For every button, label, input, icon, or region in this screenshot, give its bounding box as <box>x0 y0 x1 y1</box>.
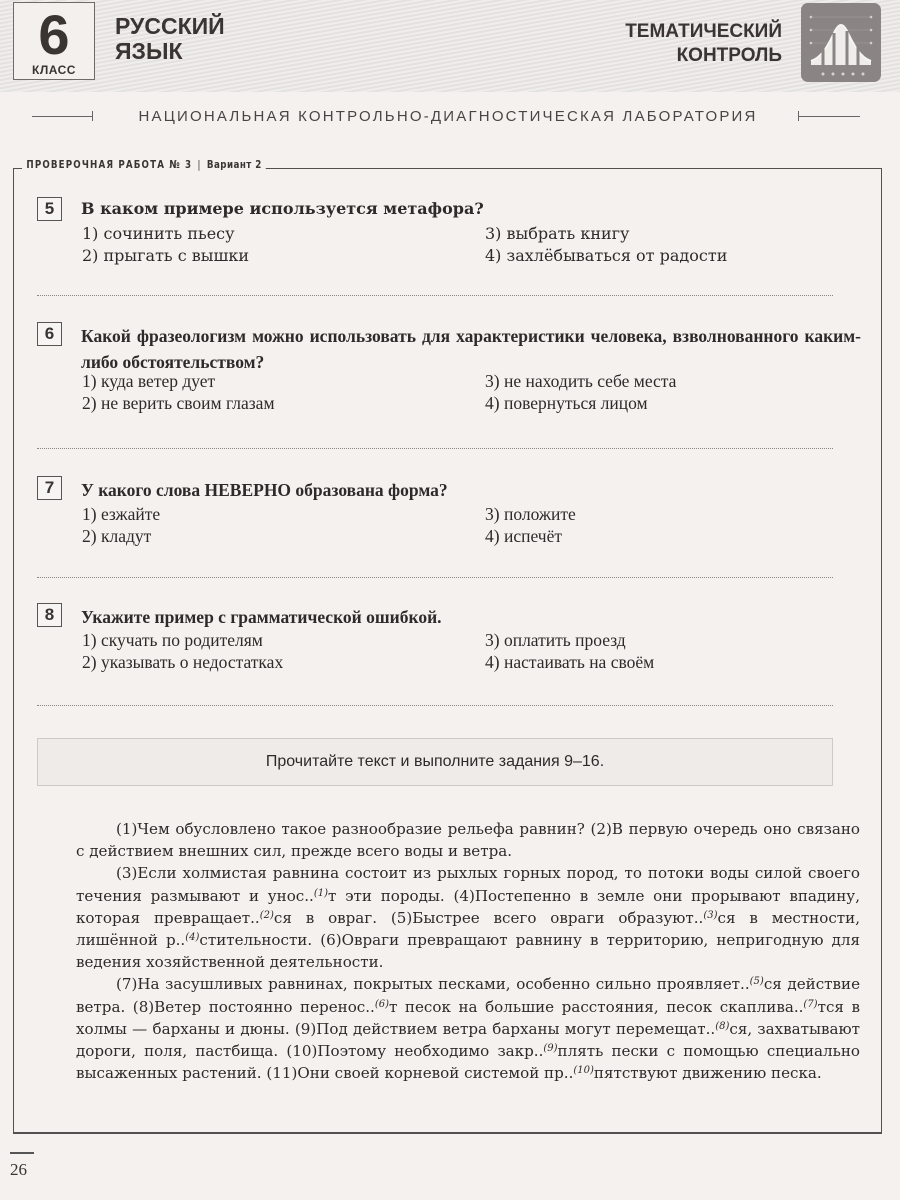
gap-marker: (10) <box>573 1065 594 1077</box>
text-run: т песок на большие расстояния, песок скаплива.. <box>389 997 804 1016</box>
series-line-2: КОНТРОЛЬ <box>676 45 782 66</box>
text-run: пятствуют движению песка. <box>593 1064 822 1083</box>
text-run: ся в местности, лишённой р.. <box>76 908 860 950</box>
task-number: 8 <box>37 603 62 627</box>
reading-paragraph <box>76 862 860 973</box>
subject-line-2: ЯЗЫК <box>115 38 183 64</box>
answer-option-1[interactable]: 1) куда ветер дует <box>82 371 216 391</box>
title-separator: | <box>197 158 202 171</box>
divider <box>10 1152 34 1154</box>
answer-option-4[interactable]: 4) испечёт <box>485 526 562 546</box>
answer-option-3[interactable]: 3) оплатить проезд <box>485 630 626 650</box>
gap-marker: (5) <box>749 976 764 988</box>
page-number: 26 <box>10 1160 27 1179</box>
text-run: стительности. (6)Овраги превращают равнину в территорию, непригодную для ведения хозяйственной деятельности. <box>76 931 861 972</box>
series-title <box>625 20 782 68</box>
instruction-box: Прочитайте текст и выполните задания 9–16. <box>37 738 833 786</box>
answer-option-3[interactable]: 3) положите <box>485 504 576 524</box>
gap-marker: (6) <box>374 998 390 1010</box>
answer-option-2[interactable]: 2) кладут <box>82 526 152 546</box>
answer-option-1[interactable]: 1) езжайте <box>82 504 161 524</box>
reading-passage <box>76 818 860 1084</box>
answer-option-4[interactable]: 4) настаивать на своём <box>485 652 655 672</box>
task-number: 6 <box>37 322 62 346</box>
task-question: Укажите пример с грамматической ошибкой. <box>81 607 442 627</box>
answer-option-2[interactable]: 2) прыгать с вышки <box>82 246 250 265</box>
reading-paragraph <box>76 973 860 1084</box>
text-run: (7)На засушливых равнинах, покрытых песками, особенно сильно проявляет.. <box>116 975 750 994</box>
answer-option-1[interactable]: 1) скучать по родителям <box>82 630 263 650</box>
text-run: (1)Чем обусловлено такое разнообразие рельефа равнин? (2)В первую очередь оно связано с действием внешних сил, прежде всего воды и ветра. <box>76 820 860 861</box>
publisher-line <box>0 104 900 128</box>
grade-number: 6 <box>38 3 70 66</box>
answer-option-2[interactable]: 2) указывать о недостатках <box>82 652 284 672</box>
gap-marker: (7) <box>803 998 818 1010</box>
text-run: (3)Если холмистая равнина состоит из рыхлых горных пород, то потоки воды силой своего течения размывают и унос.. <box>76 864 860 905</box>
worksheet-name: ПРОВЕРОЧНАЯ РАБОТА № 3 <box>26 158 193 171</box>
gap-marker: (2) <box>259 909 274 921</box>
answer-line[interactable] <box>37 448 833 449</box>
task-question: У какого слова НЕВЕРНО образована форма? <box>81 480 448 500</box>
reading-paragraph <box>76 818 860 862</box>
gap-marker: (3) <box>703 909 718 921</box>
gap-marker: (8) <box>715 1020 730 1032</box>
subject-line-1: РУССКИЙ <box>115 13 225 39</box>
answer-line[interactable] <box>37 295 833 296</box>
bell-curve-icon <box>801 3 881 82</box>
text-run: плять пески с помощью специально высаженных растений. (11)Они своей корневой системой пр.. <box>76 1042 860 1083</box>
worksheet-title <box>22 158 266 171</box>
text-run: тся в холмы — барханы и дюны. (9)Под действием ветра барханы могут перемещат.. <box>76 997 860 1038</box>
divider <box>32 116 92 117</box>
task-number: 7 <box>37 476 62 500</box>
text-run: ся, захватывают дороги, поля, пастбища. (10)Поэтому необходимо закр.. <box>76 1019 860 1061</box>
answer-option-3[interactable]: 3) выбрать книгу <box>485 224 630 243</box>
task-question: В каком примере используется метафора? <box>81 199 484 218</box>
answer-option-4[interactable]: 4) повернуться лицом <box>485 393 648 413</box>
task-question: Какой фразеологизм можно использовать для характеристики человека, взволнованного каким-либо обстоятельством? <box>81 326 861 372</box>
gap-marker: (4) <box>185 932 200 944</box>
answer-line[interactable] <box>37 577 833 578</box>
text-run: ся в овраг. (5)Быстрее всего овраги образуют.. <box>273 908 704 927</box>
subject-title <box>115 14 225 64</box>
variant-label: Вариант 2 <box>206 158 262 171</box>
divider <box>798 116 860 117</box>
answer-option-1[interactable]: 1) сочинить пьесу <box>82 224 235 243</box>
text-run: ся действие ветра. (8)Ветер постоянно перенос.. <box>76 975 860 1016</box>
text-run: т эти породы. (4)Постепенно в земле они прорывают впадину, которая превращает.. <box>76 886 860 927</box>
answer-option-4[interactable]: 4) захлёбываться от радости <box>485 246 728 265</box>
page-header <box>0 0 900 92</box>
gap-marker: (9) <box>543 1043 558 1055</box>
answer-line[interactable] <box>37 705 833 706</box>
task-number: 5 <box>37 197 62 221</box>
grade-label: КЛАСС <box>32 63 76 77</box>
answer-option-3[interactable]: 3) не находить себе места <box>485 371 677 391</box>
gap-marker: (1) <box>313 887 329 899</box>
answer-option-2[interactable]: 2) не верить своим глазам <box>82 393 275 413</box>
divider <box>92 111 93 121</box>
grade-badge <box>13 2 95 80</box>
series-line-1: ТЕМАТИЧЕСКИЙ <box>625 21 782 42</box>
publisher-name: НАЦИОНАЛЬНАЯ КОНТРОЛЬНО-ДИАГНОСТИЧЕСКАЯ ЛАБОРАТОРИЯ <box>138 108 758 125</box>
